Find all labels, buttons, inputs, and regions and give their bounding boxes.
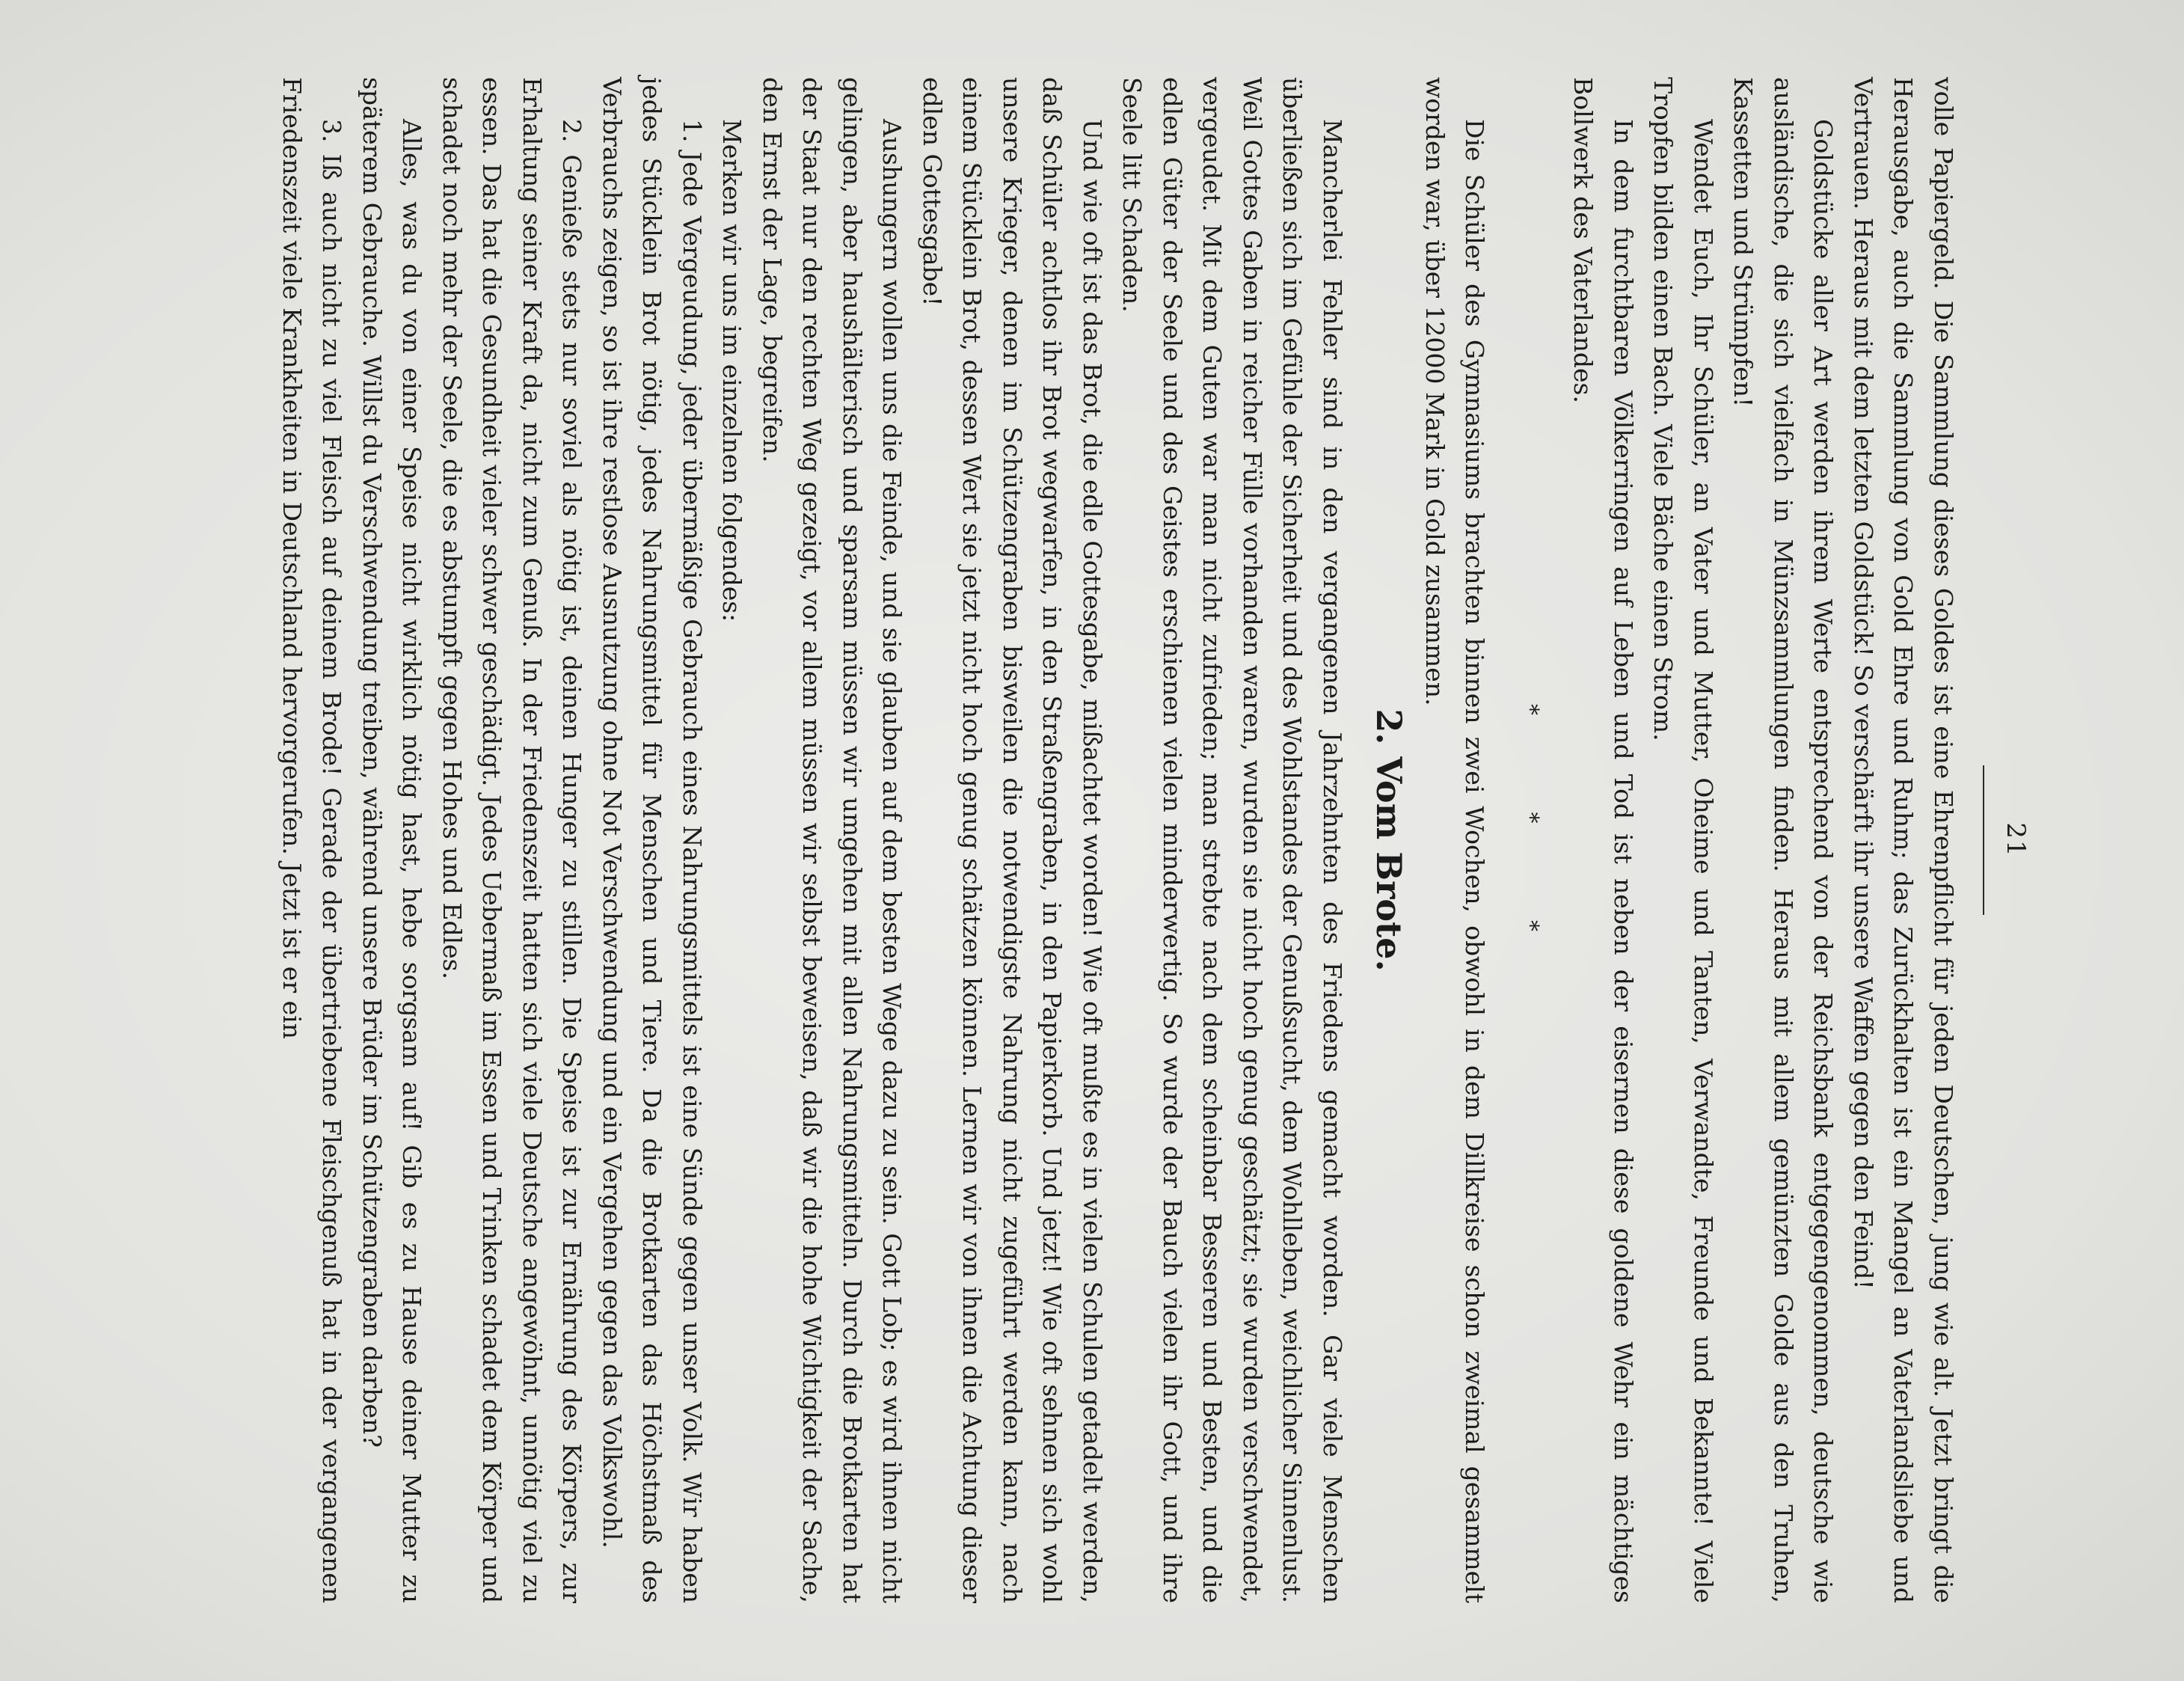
section-title: 2. Vom Brote. [1369, 708, 1410, 972]
paragraph: Mancherlei Fehler sind in den vergangenen Jahrzehnten des Friedens gemacht worden. Gar viele Menschen überließen sich im Gefühle der Sicherheit und des Wohlstandes der Genußsucht, dem Wohlleben, weichlicher Sinnenlust. Weil Gottes Gaben in reicher Fülle vorhanden waren, wurden sie nicht hoch genug geschätzt; sie wurden verschwendet, vergeudet. Mit dem Guten war man nicht zufrieden; man strebte nach dem scheinbar Besseren und Besten, und die edlen Güter der Seele und des Geistes erschienen vielen minderwertig. So wurde der Bauch vielen ihr Gott, und ihre Seele litt Schaden. [1117, 77, 1347, 1603]
header-rule [1983, 765, 1984, 915]
section-separator: * * * [1517, 703, 1543, 977]
paragraph: Merken wir uns im einzelnen folgendes: [717, 119, 747, 622]
paragraph: In dem furchtbaren Völkerringen auf Leben und Tod ist neben der eisernen diese goldene Wehr ein mächtiges Bollwerk des Vaterlandes. [1568, 77, 1638, 1603]
body-text [272, 77, 1964, 1603]
paragraph: Goldstücke aller Art werden ihrem Werte entsprechend von der Reichsbank entgegengenommen, deutsche wie ausländische, die sich vielfach in Münzsammlungen finden. Heraus mit allem gemünzten Golde aus den Truhen, Kassetten und Strümpfen! [1729, 77, 1838, 1603]
paragraph: volle Papiergeld. Die Sammlung dieses Goldes ist eine Ehrenpflicht für jeden Deutschen, jung wie alt. Jetzt bringt die Herausgabe, auch die Sammlung von Gold Ehre und Ruhm; das Zurückhalten ist ein Mangel an Vaterlandsliebe und Vertrauen. Heraus mit dem letzten Goldstück! So verschärft ihr unsere Waffen gegen den Feind! [1849, 77, 1958, 1603]
page-number: 21 [2001, 822, 2031, 858]
list-item: 1. Jede Vergeudung, jeder übermäßige Gebrauch eines Nahrungsmittels ist eine Sünde gegen unser Volk. Wir haben jedes Stücklein Brot nötig, jedes Nahrungsmittel für Menschen und Tiere. Da die Brotkarten das Höchstmaß des Verbrauchs zeigen, so ist ihre restlose Ausnutzung ohne Not Verschwendung und ein Vergehen gegen das Volkswohl. [598, 77, 707, 1603]
paragraph: Aushungern wollen uns die Feinde, und sie glauben auf dem besten Wege dazu zu sein. Gott Lob; es wird ihnen nicht gelingen, aber haushälterisch und sparsam müssen wir umgehen mit allen Nahrungsmitteln. Durch die Brotkarten hat der Staat nur den rechten Weg gezeigt, vor allem müssen wir selbst beweisen, daß wir die hohe Wichtigkeit der Sache, den Ernst der Lage, begreifen. [758, 77, 907, 1603]
paragraph: Die Schüler des Gymnasiums brachten binnen zwei Wochen, obwohl in dem Dillkreise schon zweimal gesammelt worden war, über 12000 Mark in Gold zusammen. [1420, 77, 1490, 1603]
paragraph: Wendet Euch, Ihr Schüler, an Vater und Mutter, Oheime und Tanten, Verwandte, Freunde und Bekannte! Viele Tropfen bilden einen Bach. Viele Bäche einen Strom. [1648, 77, 1718, 1603]
document-page [131, 77, 2053, 1603]
list-item: 3. Iß auch nicht zu viel Fleisch auf deinem Brode! Gerade der übertriebene Fleischgenuß hat in der vergangenen Friedenszeit viele Krankheiten in Deutschland hervorgerufen. Jetzt ist er ein [277, 77, 347, 1603]
paragraph: Alles, was du von einer Speise nicht wirklich nötig hast, hebe sorgsam auf! Gib es zu Hause deiner Mutter zu späterem Gebrauche. Willst du Verschwendung treiben, während unsere Brüder im Schützengraben darben? [358, 77, 427, 1603]
paragraph: Und wie oft ist das Brot, die edle Gottesgabe, mißachtet worden! Wie oft mußte es in vielen Schulen getadelt werden, daß Schüler achtlos ihr Brot wegwarfen, in den Straßengraben, in den Papierkorb. Und jetzt! Wie oft sehnen sich wohl unsere Krieger, denen im Schützengraben bisweilen die notwendigste Nahrung nicht zugeführt werden kann, nach einem Stücklein Brot, dessen Wert sie jetzt nicht hoch genug schätzen können. Lernen wir von ihnen die Achtung dieser edlen Gottesgabe! [918, 77, 1107, 1603]
list-item: 2. Genieße stets nur soviel als nötig ist, deinen Hunger zu stillen. Die Speise ist zur Ernährung des Körpers, zur Erhaltung seiner Kraft da, nicht zum Genuß. In der Friedenszeit hatten sich viele Deutsche angewöhnt, unnötig viel zu essen. Das hat die Gesundheit vieler schwer geschädigt. Jedes Uebermaß im Essen und Trinken schadet dem Körper und schadet noch mehr der Seele, die es abstumpft gegen Hohes und Edles. [438, 77, 587, 1603]
page-header [1986, 77, 2031, 1603]
